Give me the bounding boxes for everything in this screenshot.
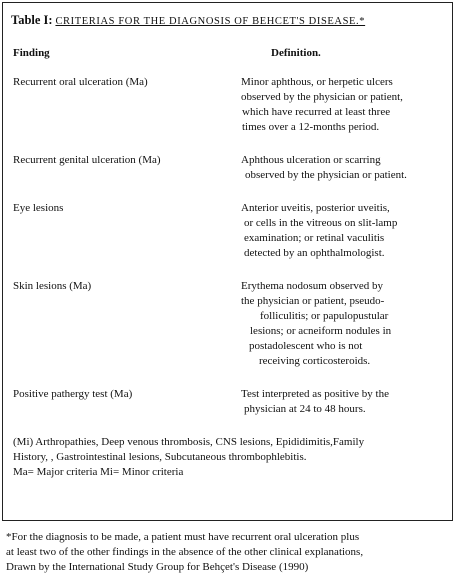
definition-line: observed by the physician or patient. xyxy=(245,169,407,181)
definition-cell xyxy=(241,201,456,261)
definition-line: the physician or patient, pseudo- xyxy=(241,295,385,307)
definition-line: physician at 24 to 48 hours. xyxy=(244,403,366,415)
definition-line: Erythema nodosum observed by xyxy=(241,280,384,292)
definition-line: detected by an ophthalmologist. xyxy=(244,247,385,259)
definition-line: postadolescent who is not xyxy=(249,340,363,352)
column-header-definition: Definition. xyxy=(271,47,321,59)
footnote-line: *For the diagnosis to be made, a patient must have recurrent oral ulceration plus xyxy=(6,531,360,543)
notes-line: Ma= Major criteria Mi= Minor criteria xyxy=(13,466,184,478)
definition-line: folliculitis; or papulopustular xyxy=(260,310,389,322)
definition-line: examination; or retinal vaculitis xyxy=(244,232,385,244)
definition-line: observed by the physician or patient, xyxy=(241,91,403,103)
finding-cell: Positive pathergy test (Ma) xyxy=(13,388,133,400)
definition-line: Minor aphthous, or herpetic ulcers xyxy=(241,76,393,88)
definition-cell xyxy=(241,75,456,135)
definition-line: receiving corticosteroids. xyxy=(259,355,371,367)
definition-line: Anterior uveitis, posterior uveitis, xyxy=(241,202,390,214)
column-header-finding: Finding xyxy=(13,47,50,59)
definition-cell xyxy=(241,279,456,369)
footnote-line: Drawn by the International Study Group for Behçet's Disease (1990) xyxy=(6,561,309,573)
footnote xyxy=(6,530,454,575)
finding-cell: Skin lesions (Ma) xyxy=(13,280,92,292)
finding-cell: Eye lesions xyxy=(13,202,64,214)
notes-line: (Mi) Arthropathies, Deep venous thrombosis, CNS lesions, Epididimitis,Family xyxy=(13,436,365,448)
table-label: Table I: xyxy=(11,13,53,27)
table-title-text: CRITERIAS FOR THE DIAGNOSIS OF BEHCET'S DISEASE.* xyxy=(55,16,366,27)
table-notes xyxy=(13,435,449,480)
definition-line: times over a 12-months period. xyxy=(242,121,380,133)
finding-cell: Recurrent genital ulceration (Ma) xyxy=(13,154,161,166)
definition-line: Test interpreted as positive by the xyxy=(241,388,389,400)
footnote-line: at least two of the other findings in the absence of the other clinical explanations, xyxy=(6,546,364,558)
notes-line: History, , Gastrointestinal lesions, Subcutaneous thrombophlebitis. xyxy=(13,451,307,463)
definition-line: Aphthous ulceration or scarring xyxy=(241,154,381,166)
definition-line: which have recurred at least three xyxy=(242,106,391,118)
finding-cell: Recurrent oral ulceration (Ma) xyxy=(13,76,148,88)
definition-cell xyxy=(241,153,456,183)
definition-cell xyxy=(241,387,456,417)
table-title xyxy=(11,13,365,29)
definition-line: or cells in the vitreous on slit-lamp xyxy=(244,217,398,229)
criteria-table xyxy=(2,2,453,521)
definition-line: lesions; or acneiform nodules in xyxy=(250,325,392,337)
